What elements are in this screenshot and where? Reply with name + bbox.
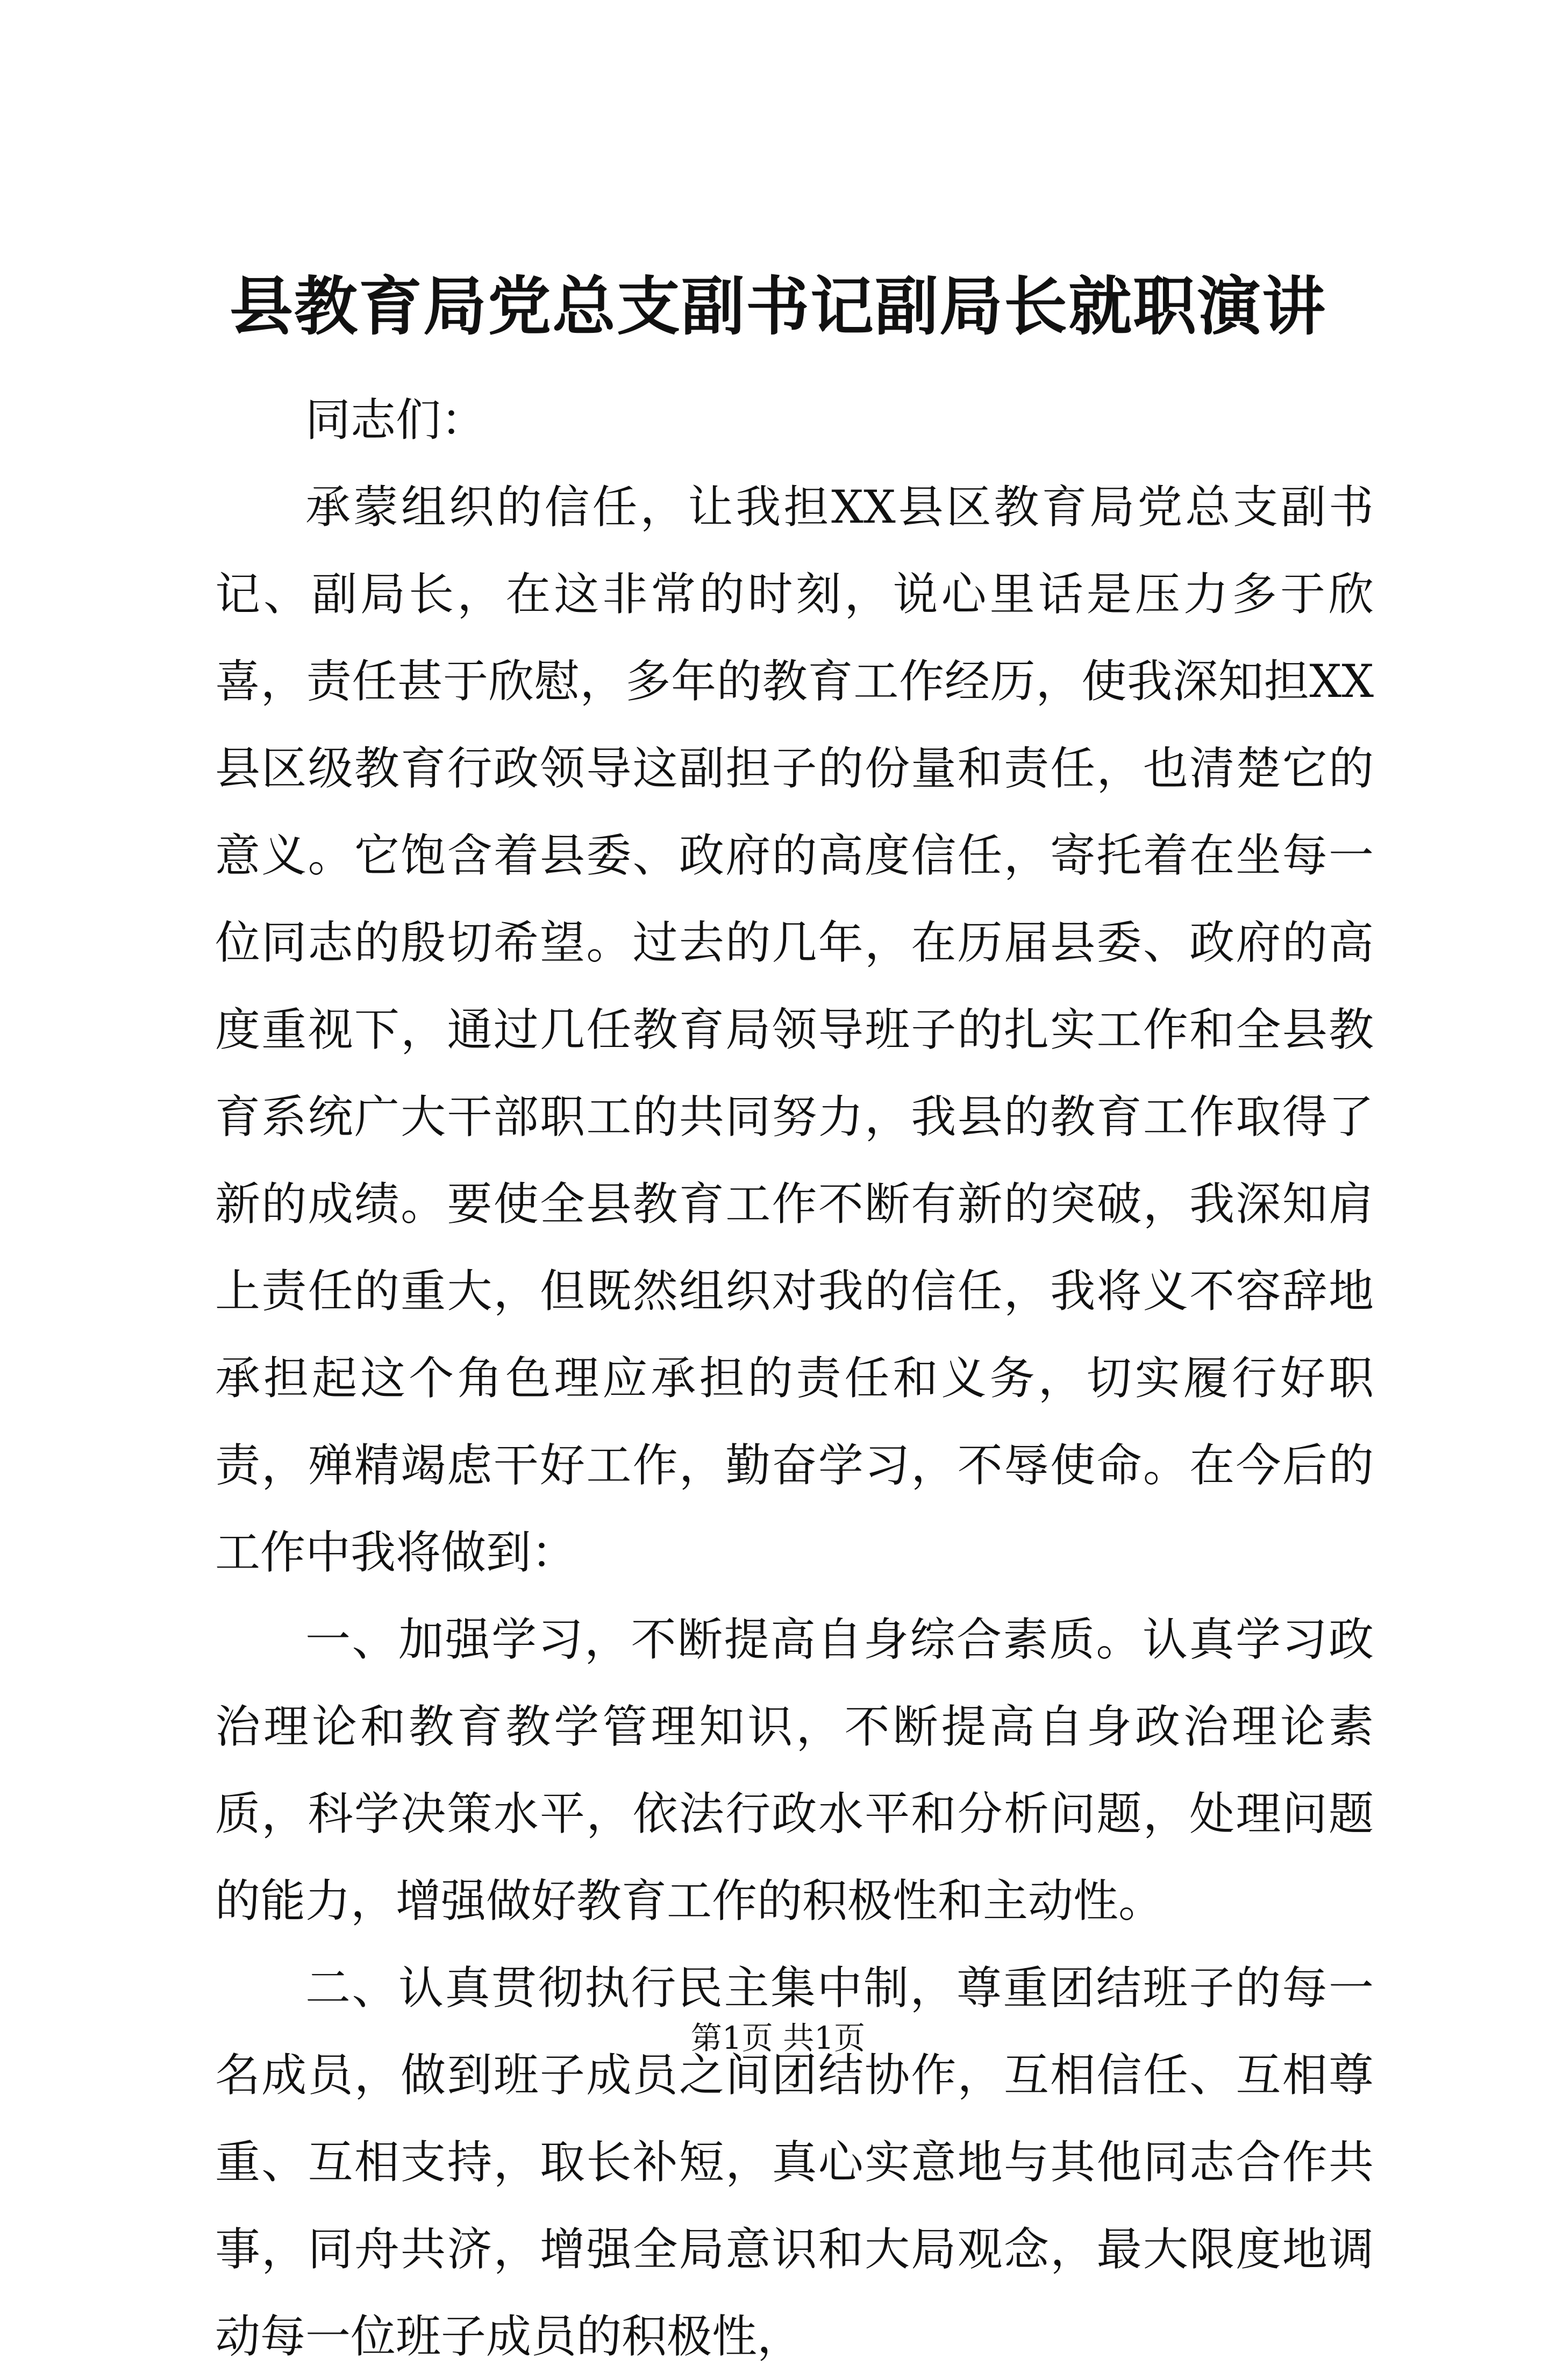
salutation: 同志们： — [305, 394, 487, 446]
page-footer: 第1页 共1页 — [690, 2020, 866, 2056]
paragraph-1: 承蒙组织的信任，让我担XX县区教育局党总支副书记、副局长，在这非常的时刻，说心里话是压力多于欣喜，责任甚于欣慰，多年的教育工作经历，使我深知担XX县区级教育行政领导这副担子的份量和责任，也清楚它的意义。它饱含着县委、政府的高度信任，寄托着在坐每一位同志的殷切希望。过去的几年，在历届县委、政府的高度重视下，通过几任教育局领导班子的扎实工作和全县教育系统广大干部职工的共同努力，我县的教育工作取得了新的成绩。要使全县教育工作不断有新的突破，我深知肩上责任的重大，但既然组织对我的信任，我将义不容辞地承担起这个角色理应承担的责任和义务，切实履行好职责，殚精竭虑干好工作，勤奋学习，不辱使命。在今后的工作中我将做到： — [215, 481, 1374, 1579]
document-body — [215, 376, 1374, 2380]
paragraph-3: 二、认真贯彻执行民主集中制，尊重团结班子的每一名成员，做到班子成员之间团结协作，互相信任、互相尊重、互相支持，取长补短，真心实意地与其他同志合作共事，同舟共济，增强全局意识和大局观念，最大限度地调动每一位班子成员的积极性， — [215, 1962, 1374, 2363]
paragraph-2: 一、加强学习，不断提高自身综合素质。认真学习政治理论和教育教学管理知识，不断提高自身政治理论素质，科学决策水平，依法行政水平和分析问题，处理问题的能力，增强做好教育工作的积极性和主动性。 — [215, 1613, 1374, 1927]
document-title: 县教育局党总支副书记副局长就职演讲 — [229, 269, 1326, 344]
